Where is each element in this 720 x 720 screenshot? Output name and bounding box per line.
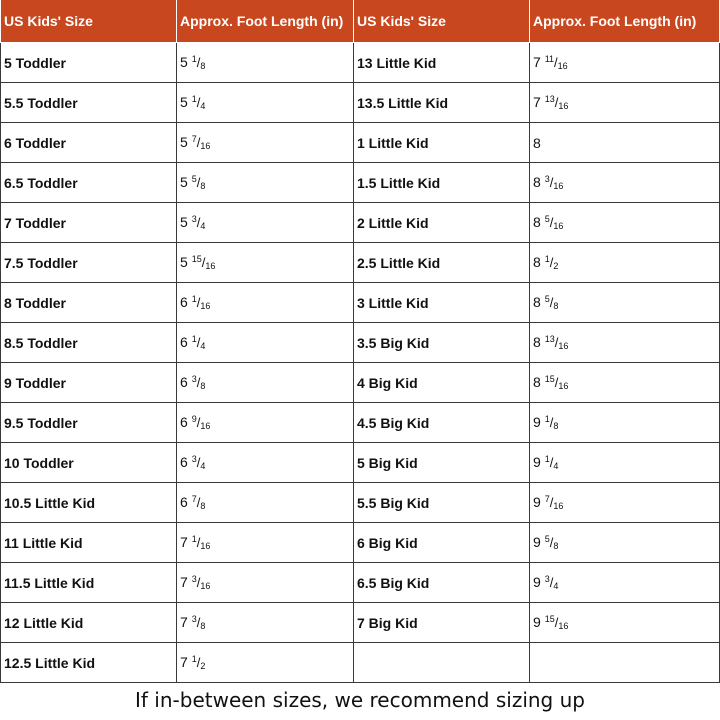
fraction-numerator: 3	[191, 214, 197, 224]
foot-length-cell	[530, 363, 720, 403]
fraction-numerator: 5	[544, 534, 550, 544]
fraction-denominator: 8	[553, 301, 559, 311]
foot-length-cell	[530, 323, 720, 363]
foot-length-cell	[177, 563, 354, 603]
fraction-slash: /	[196, 455, 201, 470]
size-cell: 10.5 Little Kid	[1, 483, 177, 523]
length-whole: 8	[533, 334, 541, 350]
length-whole: 7	[533, 94, 541, 110]
length-whole: 9	[533, 414, 541, 430]
size-cell: 5.5 Big Kid	[354, 483, 530, 523]
fraction-denominator: 16	[200, 581, 211, 591]
fraction-numerator: 1	[191, 654, 197, 664]
fraction-numerator: 11	[544, 54, 555, 64]
fraction-numerator: 13	[544, 94, 555, 104]
fraction-numerator: 15	[544, 614, 555, 624]
header-length-right: Approx. Foot Length (in)	[530, 0, 720, 43]
fraction-denominator: 8	[200, 381, 206, 391]
length-fraction	[545, 335, 569, 350]
fraction-denominator: 16	[205, 261, 216, 271]
foot-length-cell	[177, 203, 354, 243]
fraction-numerator: 1	[191, 294, 197, 304]
length-fraction	[545, 495, 564, 510]
foot-length-cell	[530, 83, 720, 123]
table-row	[1, 563, 720, 603]
sizing-note: If in-between sizes, we recommend sizing up	[135, 688, 585, 712]
size-cell: 3.5 Big Kid	[354, 323, 530, 363]
foot-length-cell	[177, 363, 354, 403]
size-cell: 6 Toddler	[1, 123, 177, 163]
foot-length-cell	[530, 43, 720, 83]
fraction-slash: /	[196, 135, 201, 150]
fraction-slash: /	[196, 535, 201, 550]
length-fraction	[545, 175, 564, 190]
fraction-numerator: 1	[544, 454, 550, 464]
fraction-slash: /	[554, 615, 559, 630]
foot-length-cell	[177, 523, 354, 563]
length-fraction	[545, 215, 564, 230]
size-cell: 2 Little Kid	[354, 203, 530, 243]
fraction-numerator: 5	[544, 214, 550, 224]
fraction-denominator: 4	[553, 581, 559, 591]
foot-length-cell	[530, 483, 720, 523]
foot-length-cell	[177, 163, 354, 203]
size-cell: 11 Little Kid	[1, 523, 177, 563]
length-fraction	[545, 415, 559, 430]
foot-length-cell	[177, 43, 354, 83]
length-whole: 5	[180, 174, 188, 190]
fraction-numerator: 5	[191, 174, 197, 184]
fraction-denominator: 16	[557, 61, 568, 71]
size-cell: 8 Toddler	[1, 283, 177, 323]
length-whole: 6	[180, 414, 188, 430]
length-fraction	[192, 215, 206, 230]
foot-length-cell	[177, 283, 354, 323]
fraction-slash: /	[196, 55, 201, 70]
fraction-numerator: 3	[544, 574, 550, 584]
length-fraction	[192, 335, 206, 350]
fraction-denominator: 16	[553, 181, 564, 191]
fraction-numerator: 13	[544, 334, 555, 344]
fraction-slash: /	[196, 615, 201, 630]
length-fraction	[192, 655, 206, 670]
foot-length-cell	[177, 603, 354, 643]
length-fraction	[545, 575, 559, 590]
fraction-slash: /	[196, 575, 201, 590]
length-fraction	[545, 295, 559, 310]
fraction-slash: /	[549, 175, 554, 190]
fraction-numerator: 3	[544, 174, 550, 184]
fraction-denominator: 16	[553, 221, 564, 231]
length-whole: 8	[533, 214, 541, 230]
size-cell: 4.5 Big Kid	[354, 403, 530, 443]
size-cell: 13 Little Kid	[354, 43, 530, 83]
length-whole: 5	[180, 254, 188, 270]
length-whole: 6	[180, 494, 188, 510]
foot-length-cell	[530, 643, 720, 683]
table-row	[1, 523, 720, 563]
foot-length-cell	[530, 523, 720, 563]
fraction-denominator: 4	[200, 341, 206, 351]
length-fraction	[192, 535, 211, 550]
fraction-denominator: 16	[200, 541, 211, 551]
fraction-slash: /	[196, 495, 201, 510]
fraction-slash: /	[549, 415, 554, 430]
foot-length-cell	[530, 123, 720, 163]
length-whole: 6	[180, 374, 188, 390]
foot-length-cell	[177, 243, 354, 283]
fraction-numerator: 1	[544, 254, 550, 264]
fraction-denominator: 8	[200, 621, 206, 631]
table-row	[1, 443, 720, 483]
size-cell: 7.5 Toddler	[1, 243, 177, 283]
size-cell: 1 Little Kid	[354, 123, 530, 163]
size-cell: 5.5 Toddler	[1, 83, 177, 123]
foot-length-cell	[530, 283, 720, 323]
size-cell: 8.5 Toddler	[1, 323, 177, 363]
fraction-numerator: 1	[544, 414, 550, 424]
size-cell: 2.5 Little Kid	[354, 243, 530, 283]
header-length-left: Approx. Foot Length (in)	[177, 0, 354, 43]
fraction-denominator: 16	[558, 341, 569, 351]
length-whole: 6	[180, 294, 188, 310]
size-cell: 9 Toddler	[1, 363, 177, 403]
table-row	[1, 83, 720, 123]
size-cell: 3 Little Kid	[354, 283, 530, 323]
length-fraction	[192, 615, 206, 630]
size-cell: 6.5 Big Kid	[354, 563, 530, 603]
size-cell: 10 Toddler	[1, 443, 177, 483]
fraction-denominator: 16	[558, 101, 569, 111]
fraction-slash: /	[549, 495, 554, 510]
length-whole: 9	[533, 454, 541, 470]
fraction-numerator: 1	[191, 94, 197, 104]
fraction-slash: /	[196, 175, 201, 190]
length-fraction	[545, 375, 569, 390]
size-cell: 6 Big Kid	[354, 523, 530, 563]
fraction-denominator: 8	[200, 61, 206, 71]
length-fraction	[192, 495, 206, 510]
length-fraction	[192, 55, 206, 70]
fraction-slash: /	[549, 535, 554, 550]
foot-length-cell	[530, 163, 720, 203]
length-whole: 8	[533, 174, 541, 190]
fraction-slash: /	[549, 215, 554, 230]
fraction-numerator: 1	[191, 334, 197, 344]
fraction-numerator: 3	[191, 574, 197, 584]
fraction-denominator: 8	[553, 541, 559, 551]
foot-length-cell	[177, 483, 354, 523]
fraction-slash: /	[196, 95, 201, 110]
fraction-numerator: 3	[191, 614, 197, 624]
size-cell: 9.5 Toddler	[1, 403, 177, 443]
fraction-numerator: 9	[191, 414, 197, 424]
fraction-slash: /	[549, 455, 554, 470]
length-whole: 8	[533, 134, 541, 151]
fraction-numerator: 7	[544, 494, 550, 504]
length-fraction	[545, 95, 569, 110]
fraction-numerator: 5	[544, 294, 550, 304]
length-whole: 7	[180, 534, 188, 550]
fraction-numerator: 7	[191, 134, 197, 144]
foot-length-cell	[530, 603, 720, 643]
fraction-numerator: 7	[191, 494, 197, 504]
size-cell: 1.5 Little Kid	[354, 163, 530, 203]
foot-length-cell	[177, 83, 354, 123]
foot-length-cell	[177, 403, 354, 443]
fraction-slash: /	[554, 95, 559, 110]
length-fraction	[545, 455, 559, 470]
table-row	[1, 363, 720, 403]
table-row	[1, 643, 720, 683]
fraction-slash: /	[549, 295, 554, 310]
length-whole: 9	[533, 614, 541, 630]
fraction-slash: /	[196, 295, 201, 310]
fraction-denominator: 4	[200, 461, 206, 471]
length-fraction	[192, 175, 206, 190]
size-cell: 13.5 Little Kid	[354, 83, 530, 123]
length-whole: 8	[533, 254, 541, 270]
fraction-slash: /	[554, 335, 559, 350]
foot-length-cell	[530, 203, 720, 243]
fraction-slash: /	[196, 655, 201, 670]
foot-length-cell	[177, 123, 354, 163]
table-row	[1, 323, 720, 363]
fraction-numerator: 1	[191, 534, 197, 544]
length-fraction	[192, 575, 211, 590]
table-body	[1, 43, 720, 683]
size-cell	[354, 643, 530, 683]
length-fraction	[192, 135, 211, 150]
header-row	[1, 0, 720, 43]
length-fraction	[192, 295, 211, 310]
fraction-denominator: 2	[553, 261, 559, 271]
fraction-slash: /	[554, 55, 558, 70]
length-fraction	[192, 95, 206, 110]
length-fraction	[545, 535, 559, 550]
length-whole: 5	[180, 134, 188, 150]
header-size-left: US Kids' Size	[1, 0, 177, 43]
table-row	[1, 483, 720, 523]
length-fraction	[545, 55, 568, 70]
fraction-slash: /	[196, 375, 201, 390]
fraction-denominator: 4	[200, 101, 206, 111]
length-whole: 5	[180, 94, 188, 110]
fraction-slash: /	[196, 335, 201, 350]
fraction-numerator: 15	[544, 374, 555, 384]
table-row	[1, 203, 720, 243]
fraction-numerator: 3	[191, 454, 197, 464]
table-row	[1, 403, 720, 443]
size-cell: 11.5 Little Kid	[1, 563, 177, 603]
length-whole: 8	[533, 374, 541, 390]
fraction-denominator: 16	[553, 501, 564, 511]
length-whole: 9	[533, 494, 541, 510]
fraction-denominator: 2	[200, 661, 206, 671]
fraction-denominator: 4	[200, 221, 206, 231]
length-whole: 7	[180, 654, 188, 670]
length-whole: 8	[533, 294, 541, 310]
table-row	[1, 163, 720, 203]
size-cell: 4 Big Kid	[354, 363, 530, 403]
fraction-denominator: 16	[558, 621, 569, 631]
fraction-denominator: 8	[553, 421, 559, 431]
table-row	[1, 243, 720, 283]
length-fraction	[545, 255, 559, 270]
size-cell: 7 Big Kid	[354, 603, 530, 643]
fraction-slash: /	[549, 255, 554, 270]
fraction-numerator: 3	[191, 374, 197, 384]
fraction-slash: /	[549, 575, 554, 590]
length-whole: 6	[180, 334, 188, 350]
length-whole: 9	[533, 574, 541, 590]
size-cell: 5 Big Kid	[354, 443, 530, 483]
size-cell: 7 Toddler	[1, 203, 177, 243]
fraction-denominator: 4	[553, 461, 559, 471]
fraction-slash: /	[196, 415, 201, 430]
foot-length-cell	[177, 443, 354, 483]
fraction-slash: /	[201, 255, 206, 270]
length-fraction	[545, 615, 569, 630]
length-whole: 6	[180, 454, 188, 470]
table-row	[1, 603, 720, 643]
header-size-right: US Kids' Size	[354, 0, 530, 43]
foot-length-cell	[530, 443, 720, 483]
fraction-denominator: 8	[200, 501, 206, 511]
length-fraction	[192, 375, 206, 390]
size-cell: 6.5 Toddler	[1, 163, 177, 203]
fraction-numerator: 1	[191, 54, 197, 64]
fraction-numerator: 15	[191, 254, 202, 264]
fraction-denominator: 16	[200, 301, 211, 311]
size-cell: 12 Little Kid	[1, 603, 177, 643]
foot-length-cell	[177, 323, 354, 363]
length-whole: 9	[533, 534, 541, 550]
fraction-slash: /	[554, 375, 559, 390]
fraction-denominator: 16	[200, 141, 211, 151]
fraction-denominator: 16	[558, 381, 569, 391]
fraction-slash: /	[196, 215, 201, 230]
foot-length-cell	[530, 403, 720, 443]
length-whole: 7	[533, 54, 541, 70]
foot-length-cell	[177, 643, 354, 683]
length-fraction	[192, 415, 211, 430]
length-whole: 5	[180, 214, 188, 230]
fraction-denominator: 8	[200, 181, 206, 191]
length-fraction	[192, 255, 216, 270]
foot-length-cell	[530, 243, 720, 283]
foot-length-cell	[530, 563, 720, 603]
size-cell: 12.5 Little Kid	[1, 643, 177, 683]
length-whole: 5	[180, 54, 188, 70]
length-whole: 7	[180, 614, 188, 630]
fraction-denominator: 16	[200, 421, 211, 431]
table-row	[1, 283, 720, 323]
size-cell: 5 Toddler	[1, 43, 177, 83]
length-fraction	[192, 455, 206, 470]
table-row	[1, 43, 720, 83]
length-whole: 7	[180, 574, 188, 590]
table-row	[1, 123, 720, 163]
